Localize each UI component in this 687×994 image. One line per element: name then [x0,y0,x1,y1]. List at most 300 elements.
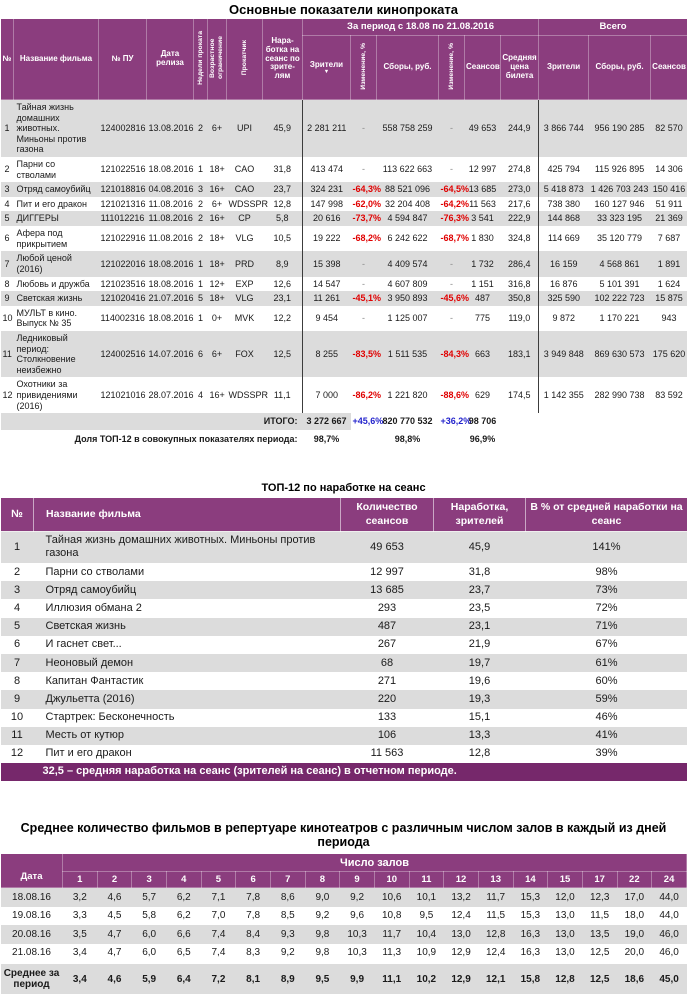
halls-value-cell: 9,0 [305,888,340,907]
top12-row [1,581,687,599]
top12-title-cell: Парни со стволами [34,563,341,581]
top12-rank-cell: 3 [1,581,34,599]
viewers-change-cell: - [351,306,377,331]
age-rating-cell: 18+ [208,226,227,251]
period-sessions-cell: 1 151 [465,277,501,292]
top12-sessions-cell: 267 [341,636,434,654]
halls-value-cell: 9,6 [340,907,375,926]
viewers-change-cell: - [351,100,377,158]
halls-value-cell: 10,1 [409,888,444,907]
halls-value-cell: 6,2 [166,888,201,907]
halls-value-cell: 44,0 [652,907,687,926]
halls-value-cell: 6,6 [166,925,201,944]
viewers-change-cell: -64,3% [351,182,377,197]
period-sessions-cell: 487 [465,291,501,306]
total-viewers-cell: 144 868 [539,211,589,226]
avg-ticket-price-cell: 324,8 [501,226,539,251]
halls-value-cell: 11,5 [478,907,513,926]
hall-count-header: 9 [340,872,375,888]
hall-count-header: 4 [166,872,201,888]
halls-value-cell: 8,4 [236,925,271,944]
top12-sessions-cell: 12 997 [341,563,434,581]
halls-value-cell: 17,0 [617,888,652,907]
avg-ticket-price-cell: 274,8 [501,157,539,182]
release-date-cell: 28.07.2016 [147,377,194,413]
distributor-cell: MVK [227,306,263,331]
film-title-cell: Любой ценой (2016) [14,251,99,276]
halls-value-cell: 10,6 [374,888,409,907]
avg-ticket-price-cell: 286,4 [501,251,539,276]
pu-number-cell: 121021016 [99,377,147,413]
weeks-cell: 2 [194,197,208,212]
avg-per-session-note: 32,5 – средняя наработка на сеанс (зрителей на сеанс) в отчетном периоде. [1,763,687,781]
halls-value-cell: 12,9 [444,963,479,994]
film-rank-cell: 11 [1,331,14,377]
halls-value-cell: 12,5 [582,963,617,994]
halls-value-cell: 10,2 [409,963,444,994]
film-row [1,226,687,251]
period-box-cell: 4 594 847 [377,211,439,226]
top12-per-session-cell: 19,6 [434,672,526,690]
top12-sessions-cell: 68 [341,654,434,672]
top12-rank-cell: 2 [1,563,34,581]
release-date-cell: 18.08.2016 [147,251,194,276]
box-change-cell: - [439,251,465,276]
top12-sessions-cell: 133 [341,709,434,727]
halls-value-cell: 7,0 [201,907,236,926]
date-cell: 20.08.16 [1,925,63,944]
hall-count-header: 12 [444,872,479,888]
total-box-cell: 1 426 703 243 [589,182,651,197]
total-box-cell: 282 990 738 [589,377,651,413]
col-box-change-label: Изменение, % [448,43,456,90]
hall-count-header: 2 [97,872,132,888]
top12-percent-cell: 61% [526,654,687,672]
pu-number-cell: 121023516 [99,277,147,292]
halls-value-cell: 4,5 [97,907,132,926]
total-box-cell: 4 568 861 [589,251,651,276]
period-sessions-cell: 11 563 [465,197,501,212]
pu-number-cell: 121022916 [99,226,147,251]
total-viewers-cell: 325 590 [539,291,589,306]
halls-value-cell: 3,5 [63,925,98,944]
total-box-cell: 33 323 195 [589,211,651,226]
col-total-viewers: Зрители [539,36,589,100]
halls-value-cell: 6,5 [166,944,201,964]
viewers-change-cell: - [351,157,377,182]
top12-rank-cell: 7 [1,654,34,672]
film-row [1,331,687,377]
top12-sessions-cell: 13 685 [341,581,434,599]
col-total-sessions: Сеансов [651,36,687,100]
period-viewers-cell: 11 261 [303,291,351,306]
halls-value-cell: 5,7 [132,888,167,907]
total-viewers-cell: 5 418 873 [539,182,589,197]
top12-row [1,727,687,745]
halls-value-cell: 18,6 [617,963,652,994]
halls-value-cell: 12,9 [444,944,479,964]
halls-value-cell: 12,8 [548,963,583,994]
halls-value-cell: 16,3 [513,925,548,944]
release-date-cell: 18.08.2016 [147,157,194,182]
col-distributor-label: Прокатчик [241,40,249,75]
box-change-cell: - [439,277,465,292]
top12-col-sessions: Количество сеансов [341,498,434,531]
total-viewers-cell: 16 876 [539,277,589,292]
distributor-cell: VLG [227,226,263,251]
halls-row [1,888,687,907]
distributor-cell: WDSSPR [227,377,263,413]
top12-col-percent: В % от средней наработки на сеанс [526,498,687,531]
box-change-cell: -64,5% [439,182,465,197]
hall-count-header: 17 [582,872,617,888]
halls-value-cell: 12,8 [478,925,513,944]
release-date-cell: 18.08.2016 [147,277,194,292]
period-viewers-cell: 147 998 [303,197,351,212]
hall-count-header: 13 [478,872,513,888]
age-rating-cell: 6+ [208,331,227,377]
period-sessions-cell: 663 [465,331,501,377]
film-row [1,377,687,413]
total-sessions-cell: 150 416 [651,182,687,197]
period-viewers-cell: 2 281 211 [303,100,351,158]
top12-table-title: ТОП-12 по наработке на сеанс [0,480,687,495]
halls-value-cell: 9,2 [340,888,375,907]
halls-value-cell: 7,8 [236,888,271,907]
period-box-cell: 1 221 820 [377,377,439,413]
halls-value-cell: 11,7 [374,925,409,944]
period-viewers-cell: 15 398 [303,251,351,276]
total-box-cell: 5 101 391 [589,277,651,292]
viewers-change-cell: -62,0% [351,197,377,212]
top12-rank-cell: 11 [1,727,34,745]
halls-value-cell: 12,4 [478,944,513,964]
film-title-cell: Любовь и дружба [14,277,99,292]
halls-value-cell: 8,1 [236,963,271,994]
period-box-cell: 32 204 408 [377,197,439,212]
distributor-cell: CP [227,211,263,226]
period-viewers-cell: 9 454 [303,306,351,331]
halls-value-cell: 4,6 [97,888,132,907]
total-viewers-cell: 425 794 [539,157,589,182]
film-rank-cell: 9 [1,291,14,306]
total-viewers-cell: 3 866 744 [539,100,589,158]
viewers-change-cell: -86,2% [351,377,377,413]
film-title-cell: Афера под прикрытием [14,226,99,251]
total-box-cell: 1 170 221 [589,306,651,331]
date-cell: 18.08.16 [1,888,63,907]
top12-rank-cell: 1 [1,531,34,563]
top12-rank-cell: 12 [1,745,34,763]
avg-ticket-price-cell: 350,8 [501,291,539,306]
halls-value-cell: 9,9 [340,963,375,994]
weeks-cell: 1 [194,157,208,182]
halls-value-cell: 10,3 [340,925,375,944]
halls-value-cell: 15,3 [513,907,548,926]
halls-value-cell: 9,5 [305,963,340,994]
halls-value-cell: 11,7 [478,888,513,907]
halls-value-cell: 10,3 [340,944,375,964]
top12-row [1,531,687,563]
total-sessions-cell: 943 [651,306,687,331]
period-viewers-cell: 14 547 [303,277,351,292]
per-session-cell: 12,5 [263,331,303,377]
top12-row [1,599,687,617]
top12-rank-cell: 5 [1,618,34,636]
avg-ticket-price-cell: 222,9 [501,211,539,226]
totals-viewers-change: +45,6% [351,413,377,430]
top12-row [1,672,687,690]
main-table-title: Основные показатели кинопроката [0,0,687,18]
hall-count-header: 10 [374,872,409,888]
period-box-cell: 88 521 096 [377,182,439,197]
period-sessions-cell: 629 [465,377,501,413]
age-rating-cell: 6+ [208,100,227,158]
age-rating-cell: 12+ [208,277,227,292]
halls-value-cell: 12,0 [548,888,583,907]
halls-table-title: Среднее количество фильмов в репертуаре кинотеатров с различным числом залов в каждый из дней периода [0,819,687,850]
top12-per-session-cell: 23,7 [434,581,526,599]
col-avg-ticket-price: Средняя цена билета [501,36,539,100]
total-box-cell: 160 127 946 [589,197,651,212]
film-rank-cell: 12 [1,377,14,413]
film-rank-cell: 7 [1,251,14,276]
halls-value-cell: 12,5 [582,944,617,964]
col-weeks-label: Недели проката [197,31,205,85]
total-sessions-cell: 83 592 [651,377,687,413]
halls-value-cell: 15,8 [513,963,548,994]
distributor-cell: FOX [227,331,263,377]
halls-value-cell: 13,0 [444,925,479,944]
distributor-cell: WDSSPR [227,197,263,212]
top12-title-cell: Капитан Фантастик [34,672,341,690]
hall-count-header: 6 [236,872,271,888]
top12-sessions-cell: 487 [341,618,434,636]
per-session-cell: 12,8 [263,197,303,212]
period-box-cell: 113 622 663 [377,157,439,182]
top12-body [1,531,687,763]
halls-value-cell: 46,0 [652,925,687,944]
col-period-viewers [303,36,351,100]
total-box-cell: 956 190 285 [589,100,651,158]
box-change-cell: -84,3% [439,331,465,377]
halls-value-cell: 19,0 [617,925,652,944]
box-change-cell: - [439,100,465,158]
period-sessions-cell: 1 732 [465,251,501,276]
total-viewers-cell: 114 669 [539,226,589,251]
totals-sessions: 98 706 [465,413,501,430]
totals-box-office: 820 770 532 [377,413,439,430]
halls-value-cell: 46,0 [652,944,687,964]
age-rating-cell: 6+ [208,197,227,212]
halls-table [0,853,687,994]
halls-value-cell: 3,4 [63,963,98,994]
halls-value-cell: 7,2 [201,963,236,994]
halls-value-cell: 18,0 [617,907,652,926]
film-title-cell: Охотники за привидениями (2016) [14,377,99,413]
halls-value-cell: 11,1 [374,963,409,994]
halls-value-cell: 6,0 [132,925,167,944]
top12-rank-cell: 6 [1,636,34,654]
top12-percent-cell: 46% [526,709,687,727]
weeks-cell: 6 [194,331,208,377]
top12-per-session-cell: 21,9 [434,636,526,654]
top12-percent-cell: 39% [526,745,687,763]
box-change-cell: - [439,306,465,331]
halls-value-cell: 3,2 [63,888,98,907]
top12-percent-cell: 67% [526,636,687,654]
box-change-cell: -76,3% [439,211,465,226]
top12-title-cell: Джульетта (2016) [34,690,341,708]
halls-value-cell: 9,2 [305,907,340,926]
avg-ticket-price-cell: 119,0 [501,306,539,331]
col-num: № [1,19,14,100]
period-sessions-cell: 12 997 [465,157,501,182]
halls-value-cell: 4,6 [97,963,132,994]
period-sessions-cell: 3 541 [465,211,501,226]
totals-box-change: +36,2% [439,413,465,430]
share-label: Доля ТОП-12 в совокупных показателях периода: [1,430,303,451]
pu-number-cell: 121020416 [99,291,147,306]
per-session-cell: 12,2 [263,306,303,331]
totals-viewers: 3 272 667 [303,413,351,430]
viewers-change-cell: -83,5% [351,331,377,377]
top12-title-cell: Отряд самоубийц [34,581,341,599]
box-change-cell: -45,6% [439,291,465,306]
film-row [1,197,687,212]
film-title-cell: Тайная жизнь домашних животных. Миньоны против газона [14,100,99,158]
sort-desc-icon[interactable]: ▼ [304,70,349,74]
top12-sessions-cell: 293 [341,599,434,617]
halls-value-cell: 16,3 [513,944,548,964]
top12-title-cell: Неоновый демон [34,654,341,672]
period-viewers-cell: 7 000 [303,377,351,413]
per-session-cell: 10,5 [263,226,303,251]
release-date-cell: 14.07.2016 [147,331,194,377]
col-total-box: Сборы, руб. [589,36,651,100]
col-release-date: Дата релиза [147,19,194,100]
viewers-change-cell: -45,1% [351,291,377,306]
col-pu-number: № ПУ [99,19,147,100]
total-sessions-cell: 7 687 [651,226,687,251]
viewers-change-cell: - [351,251,377,276]
pu-number-cell: 121022016 [99,251,147,276]
halls-value-cell: 13,0 [548,907,583,926]
halls-value-cell: 9,3 [270,925,305,944]
main-table-header [1,19,687,100]
halls-value-cell: 12,3 [582,888,617,907]
period-box-cell: 4 607 809 [377,277,439,292]
halls-value-cell: 9,5 [409,907,444,926]
top12-rank-cell: 10 [1,709,34,727]
release-date-cell: 18.08.2016 [147,306,194,331]
film-title-cell: Пит и его дракон [14,197,99,212]
top12-title-cell: И гаснет свет... [34,636,341,654]
halls-value-cell: 3,4 [63,944,98,964]
halls-header [1,854,687,888]
date-cell: 21.08.16 [1,944,63,964]
top12-row [1,563,687,581]
halls-body [1,888,687,994]
col-weeks [194,19,208,100]
main-table-body [1,100,687,414]
top12-percent-cell: 59% [526,690,687,708]
period-box-cell: 1 125 007 [377,306,439,331]
pu-number-cell: 121022516 [99,157,147,182]
hall-count-header: 24 [652,872,687,888]
age-rating-cell: 16+ [208,182,227,197]
halls-value-cell: 8,3 [236,944,271,964]
top12-title-cell: Иллюзия обмана 2 [34,599,341,617]
age-rating-cell: 18+ [208,251,227,276]
box-change-cell: -64,2% [439,197,465,212]
hall-count-header: 3 [132,872,167,888]
halls-row [1,925,687,944]
col-age-rating-label: Возрастное ограничение [209,28,225,88]
film-row [1,182,687,197]
top12-sessions-cell: 106 [341,727,434,745]
period-box-cell: 1 511 535 [377,331,439,377]
top12-percent-cell: 73% [526,581,687,599]
weeks-cell: 1 [194,306,208,331]
film-title-cell: Ледниковый период: Столкновение неизбежно [14,331,99,377]
release-date-cell: 11.08.2016 [147,197,194,212]
per-session-cell: 11,1 [263,377,303,413]
avg-ticket-price-cell: 244,9 [501,100,539,158]
hall-count-header: 15 [548,872,583,888]
top12-sessions-cell: 220 [341,690,434,708]
film-row [1,211,687,226]
top12-row [1,618,687,636]
per-session-cell: 45,9 [263,100,303,158]
film-row [1,291,687,306]
pu-number-cell: 121021316 [99,197,147,212]
avg-ticket-price-cell: 174,5 [501,377,539,413]
top12-per-session-cell: 15,1 [434,709,526,727]
period-box-cell: 3 950 893 [377,291,439,306]
halls-value-cell: 11,5 [582,907,617,926]
top12-title-cell: Пит и его дракон [34,745,341,763]
film-title-cell: Отряд самоубийц [14,182,99,197]
share-viewers: 98,7% [303,430,351,451]
halls-value-cell: 45,0 [652,963,687,994]
per-session-cell: 23,7 [263,182,303,197]
per-session-cell: 23,1 [263,291,303,306]
box-change-cell: -68,7% [439,226,465,251]
top12-sessions-cell: 271 [341,672,434,690]
halls-value-cell: 13,5 [582,925,617,944]
period-viewers-cell: 8 255 [303,331,351,377]
pu-number-cell: 124002516 [99,331,147,377]
top12-col-per-session: Наработка, зрителей [434,498,526,531]
date-cell: 19.08.16 [1,907,63,926]
top12-per-session-cell: 19,3 [434,690,526,708]
top12-table [0,497,687,781]
total-sessions-cell: 15 875 [651,291,687,306]
age-rating-cell: 0+ [208,306,227,331]
col-age-rating [208,19,227,100]
total-sessions-cell: 51 911 [651,197,687,212]
top12-row [1,709,687,727]
top12-col-num: № [1,498,34,531]
release-date-cell: 04.08.2016 [147,182,194,197]
avg-ticket-price-cell: 316,8 [501,277,539,292]
distributor-cell: CAO [227,182,263,197]
top12-percent-cell: 72% [526,599,687,617]
total-sessions-cell: 1 624 [651,277,687,292]
top12-title-cell: Стартрек: Бесконечность [34,709,341,727]
halls-value-cell: 7,1 [201,888,236,907]
